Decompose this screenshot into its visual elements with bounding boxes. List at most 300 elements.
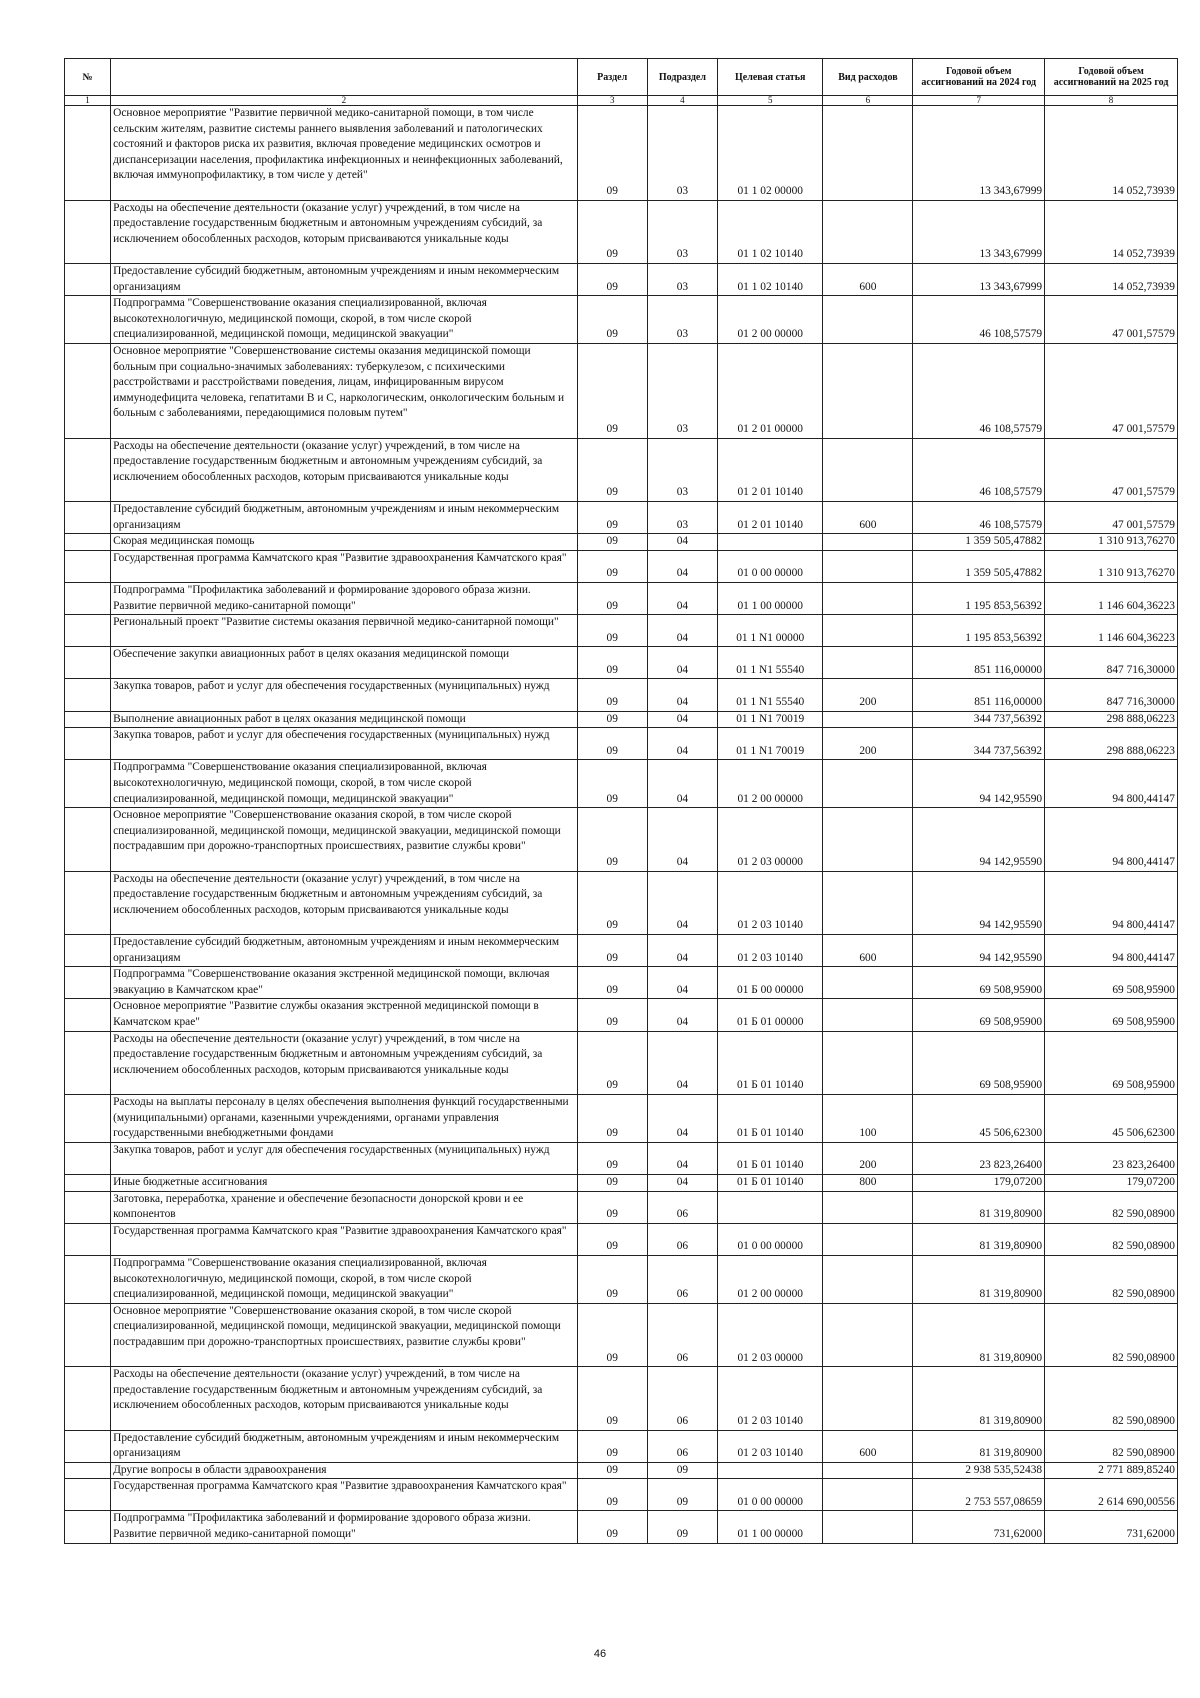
- row-number-cell: [65, 1031, 111, 1094]
- row-razdel: 09: [577, 343, 647, 438]
- row-target-article: 01 1 N1 70019: [718, 728, 823, 760]
- table-row: [65, 647, 1178, 679]
- row-expense-type: [823, 615, 913, 647]
- row-amount-2025: 94 800,44147: [1045, 935, 1178, 967]
- row-number-cell: [65, 582, 111, 614]
- row-razdel: 09: [577, 263, 647, 295]
- row-amount-2025: 45 506,62300: [1045, 1094, 1178, 1142]
- row-name: Закупка товаров, работ и услуг для обеспечения государственных (муниципальных) нужд: [111, 679, 577, 711]
- table-row: [65, 999, 1178, 1031]
- row-name: Обеспечение закупки авиационных работ в целях оказания медицинской помощи: [111, 647, 577, 679]
- row-expense-type: 100: [823, 1094, 913, 1142]
- row-number-cell: [65, 1367, 111, 1430]
- row-amount-2024: 46 108,57579: [913, 343, 1045, 438]
- row-razdel: 09: [577, 582, 647, 614]
- row-razdel: 09: [577, 871, 647, 934]
- row-razdel: 09: [577, 501, 647, 533]
- column-number-row: [65, 96, 1178, 106]
- row-name: Предоставление субсидий бюджетным, автономным учреждениям и иным некоммерческим организациям: [111, 263, 577, 295]
- row-amount-2025: 82 590,08900: [1045, 1255, 1178, 1303]
- row-name: Основное мероприятие "Совершенствование оказания скорой, в том числе скорой специализированной, медицинской помощи, медицинской эвакуации, медицинской помощи пострадавшим при дорожно-транспортных происшествиях, развитие службы крови": [111, 1303, 577, 1366]
- row-target-article: 01 Б 01 10140: [718, 1094, 823, 1142]
- row-number-cell: [65, 967, 111, 999]
- row-expense-type: 600: [823, 263, 913, 295]
- row-target-article: 01 2 03 10140: [718, 1367, 823, 1430]
- row-name: Подпрограмма "Совершенствование оказания экстренной медицинской помощи, включая эвакуацию в Камчатском крае": [111, 967, 577, 999]
- row-razdel: 09: [577, 1367, 647, 1430]
- row-podrazdel: 06: [647, 1303, 717, 1366]
- row-amount-2024: 2 938 535,52438: [913, 1462, 1045, 1479]
- row-number-cell: [65, 935, 111, 967]
- row-target-article: 01 1 02 10140: [718, 263, 823, 295]
- row-amount-2024: 1 359 505,47882: [913, 550, 1045, 582]
- column-number: 7: [913, 96, 1045, 106]
- table-row: [65, 263, 1178, 295]
- row-amount-2024: 13 343,67999: [913, 106, 1045, 201]
- header-row: [65, 59, 1178, 96]
- row-expense-type: [823, 808, 913, 871]
- table-row: [65, 711, 1178, 728]
- row-name: Расходы на обеспечение деятельности (оказание услуг) учреждений, в том числе на предоставление государственным бюджетным и автономным учреждениям субсидий, за исключением обособленных расходов, которым присваиваются уникальные коды: [111, 200, 577, 263]
- row-expense-type: [823, 1462, 913, 1479]
- table-row: [65, 1142, 1178, 1174]
- row-number-cell: [65, 438, 111, 501]
- row-name: Основное мероприятие "Развитие первичной медико-санитарной помощи, в том числе сельским жителям, развитие системы раннего выявления заболеваний и патологических состояний и факторов риска их развития, включая проведение медицинских осмотров и диспансеризации населения, профилактика инфекционных и неинфекционных заболеваний, включая иммунопрофилактику, в том числе у детей": [111, 106, 577, 201]
- row-podrazdel: 04: [647, 1174, 717, 1191]
- table-row: [65, 1479, 1178, 1511]
- row-target-article: 01 2 03 00000: [718, 1303, 823, 1366]
- row-razdel: 09: [577, 200, 647, 263]
- table-row: [65, 679, 1178, 711]
- table-row: [65, 967, 1178, 999]
- row-razdel: 09: [577, 1174, 647, 1191]
- row-name: Иные бюджетные ассигнования: [111, 1174, 577, 1191]
- row-name: Расходы на обеспечение деятельности (оказание услуг) учреждений, в том числе на предоставление государственным бюджетным и автономным учреждениям субсидий, за исключением обособленных расходов, которым присваиваются уникальные коды: [111, 1031, 577, 1094]
- row-amount-2025: 82 590,08900: [1045, 1223, 1178, 1255]
- column-number: 5: [718, 96, 823, 106]
- row-razdel: 09: [577, 1430, 647, 1462]
- row-amount-2025: 1 146 604,36223: [1045, 582, 1178, 614]
- row-target-article: 01 1 N1 70019: [718, 711, 823, 728]
- row-podrazdel: 09: [647, 1462, 717, 1479]
- row-number-cell: [65, 999, 111, 1031]
- row-amount-2024: 731,62000: [913, 1511, 1045, 1543]
- row-name: Предоставление субсидий бюджетным, автономным учреждениям и иным некоммерческим организациям: [111, 1430, 577, 1462]
- row-number-cell: [65, 534, 111, 551]
- row-razdel: 09: [577, 1255, 647, 1303]
- row-amount-2024: 46 108,57579: [913, 438, 1045, 501]
- row-number-cell: [65, 1430, 111, 1462]
- row-number-cell: [65, 1094, 111, 1142]
- row-podrazdel: 03: [647, 343, 717, 438]
- row-razdel: 09: [577, 935, 647, 967]
- row-razdel: 09: [577, 711, 647, 728]
- row-number-cell: [65, 1511, 111, 1543]
- row-podrazdel: 04: [647, 1031, 717, 1094]
- row-amount-2025: 82 590,08900: [1045, 1303, 1178, 1366]
- table-row: [65, 615, 1178, 647]
- row-number-cell: [65, 263, 111, 295]
- row-expense-type: [823, 1479, 913, 1511]
- row-target-article: 01 Б 01 10140: [718, 1142, 823, 1174]
- row-target-article: 01 1 02 00000: [718, 106, 823, 201]
- row-name: Выполнение авиационных работ в целях оказания медицинской помощи: [111, 711, 577, 728]
- row-expense-type: [823, 200, 913, 263]
- row-expense-type: 200: [823, 1142, 913, 1174]
- row-target-article: 01 2 00 00000: [718, 760, 823, 808]
- table-row: [65, 501, 1178, 533]
- row-podrazdel: 06: [647, 1430, 717, 1462]
- row-amount-2025: 14 052,73939: [1045, 106, 1178, 201]
- row-amount-2025: 69 508,95900: [1045, 1031, 1178, 1094]
- row-amount-2024: 69 508,95900: [913, 999, 1045, 1031]
- table-row: [65, 1191, 1178, 1223]
- row-podrazdel: 04: [647, 711, 717, 728]
- row-expense-type: [823, 1223, 913, 1255]
- row-name: Подпрограмма "Совершенствование оказания специализированной, включая высокотехнологичную, медицинской помощи, скорой, в том числе скорой специализированной, медицинской помощи, медицинской эвакуации": [111, 296, 577, 344]
- row-podrazdel: 06: [647, 1191, 717, 1223]
- row-number-cell: [65, 1191, 111, 1223]
- row-number-cell: [65, 679, 111, 711]
- row-name: Государственная программа Камчатского края "Развитие здравоохранения Камчатского края": [111, 1479, 577, 1511]
- row-name: Заготовка, переработка, хранение и обеспечение безопасности донорской крови и ее компонентов: [111, 1191, 577, 1223]
- header-razdel: Раздел: [577, 59, 647, 96]
- row-amount-2025: 82 590,08900: [1045, 1430, 1178, 1462]
- row-podrazdel: 04: [647, 808, 717, 871]
- row-number-cell: [65, 760, 111, 808]
- row-amount-2024: 23 823,26400: [913, 1142, 1045, 1174]
- row-number-cell: [65, 1303, 111, 1366]
- row-amount-2025: 69 508,95900: [1045, 967, 1178, 999]
- row-name: Закупка товаров, работ и услуг для обеспечения государственных (муниципальных) нужд: [111, 1142, 577, 1174]
- row-amount-2025: 47 001,57579: [1045, 438, 1178, 501]
- table-row: [65, 808, 1178, 871]
- row-amount-2024: 13 343,67999: [913, 200, 1045, 263]
- row-podrazdel: 03: [647, 296, 717, 344]
- table-row: [65, 106, 1178, 201]
- column-number: 6: [823, 96, 913, 106]
- row-name: Государственная программа Камчатского края "Развитие здравоохранения Камчатского края": [111, 550, 577, 582]
- row-amount-2024: 344 737,56392: [913, 711, 1045, 728]
- row-podrazdel: 04: [647, 999, 717, 1031]
- column-number: 3: [577, 96, 647, 106]
- row-number-cell: [65, 343, 111, 438]
- row-target-article: 01 1 00 00000: [718, 582, 823, 614]
- row-razdel: 09: [577, 728, 647, 760]
- row-amount-2025: 94 800,44147: [1045, 871, 1178, 934]
- row-podrazdel: 03: [647, 438, 717, 501]
- header-target-article: Целевая статья: [718, 59, 823, 96]
- row-podrazdel: 04: [647, 760, 717, 808]
- row-podrazdel: 04: [647, 679, 717, 711]
- row-expense-type: [823, 582, 913, 614]
- table-row: [65, 343, 1178, 438]
- row-amount-2025: 2 771 889,85240: [1045, 1462, 1178, 1479]
- row-target-article: 01 1 N1 00000: [718, 615, 823, 647]
- row-amount-2024: 851 116,00000: [913, 647, 1045, 679]
- row-expense-type: [823, 1511, 913, 1543]
- row-amount-2025: 82 590,08900: [1045, 1367, 1178, 1430]
- row-expense-type: [823, 1031, 913, 1094]
- row-expense-type: [823, 1255, 913, 1303]
- row-podrazdel: 06: [647, 1367, 717, 1430]
- table-row: [65, 200, 1178, 263]
- row-podrazdel: 04: [647, 647, 717, 679]
- row-expense-type: [823, 999, 913, 1031]
- header-expense-type: Вид расходов: [823, 59, 913, 96]
- row-target-article: 01 1 N1 55540: [718, 647, 823, 679]
- row-expense-type: [823, 1367, 913, 1430]
- table-row: [65, 760, 1178, 808]
- row-razdel: 09: [577, 679, 647, 711]
- row-number-cell: [65, 296, 111, 344]
- row-podrazdel: 04: [647, 534, 717, 551]
- row-amount-2024: 344 737,56392: [913, 728, 1045, 760]
- budget-document: [64, 58, 1178, 1544]
- row-razdel: 09: [577, 647, 647, 679]
- table-body: [65, 106, 1178, 1544]
- row-name: Другие вопросы в области здравоохранения: [111, 1462, 577, 1479]
- row-name: Расходы на выплаты персоналу в целях обеспечения выполнения функций государственными (муниципальными) органами, казенными учреждениями, органами управления государственными внебюджетными фондами: [111, 1094, 577, 1142]
- row-number-cell: [65, 1479, 111, 1511]
- row-expense-type: [823, 647, 913, 679]
- table-row: [65, 935, 1178, 967]
- row-target-article: 01 2 03 10140: [718, 935, 823, 967]
- row-razdel: 09: [577, 438, 647, 501]
- row-expense-type: [823, 967, 913, 999]
- row-razdel: 09: [577, 760, 647, 808]
- row-razdel: 09: [577, 1031, 647, 1094]
- row-amount-2024: 81 319,80900: [913, 1191, 1045, 1223]
- row-podrazdel: 03: [647, 200, 717, 263]
- row-razdel: 09: [577, 1191, 647, 1223]
- row-expense-type: [823, 534, 913, 551]
- row-target-article: 01 1 02 10140: [718, 200, 823, 263]
- column-number: 4: [647, 96, 717, 106]
- row-amount-2024: 1 195 853,56392: [913, 615, 1045, 647]
- header-podrazdel: Подраздел: [647, 59, 717, 96]
- row-expense-type: 600: [823, 1430, 913, 1462]
- row-amount-2025: 1 146 604,36223: [1045, 615, 1178, 647]
- row-amount-2024: 45 506,62300: [913, 1094, 1045, 1142]
- column-number: 2: [111, 96, 577, 106]
- table-row: [65, 534, 1178, 551]
- row-amount-2025: 179,07200: [1045, 1174, 1178, 1191]
- row-target-article: 01 Б 01 10140: [718, 1031, 823, 1094]
- budget-table: [64, 58, 1178, 1544]
- row-amount-2024: 69 508,95900: [913, 967, 1045, 999]
- table-row: [65, 550, 1178, 582]
- row-razdel: 09: [577, 534, 647, 551]
- row-amount-2024: 13 343,67999: [913, 263, 1045, 295]
- row-podrazdel: 03: [647, 501, 717, 533]
- row-expense-type: [823, 550, 913, 582]
- row-name: Предоставление субсидий бюджетным, автономным учреждениям и иным некоммерческим организациям: [111, 935, 577, 967]
- table-row: [65, 728, 1178, 760]
- row-number-cell: [65, 501, 111, 533]
- row-razdel: 09: [577, 1223, 647, 1255]
- row-amount-2024: 69 508,95900: [913, 1031, 1045, 1094]
- row-name: Подпрограмма "Профилактика заболеваний и формирование здорового образа жизни. Развитие первичной медико-санитарной помощи": [111, 1511, 577, 1543]
- column-number: 8: [1045, 96, 1178, 106]
- row-amount-2025: 2 614 690,00556: [1045, 1479, 1178, 1511]
- row-razdel: 09: [577, 615, 647, 647]
- row-target-article: [718, 1462, 823, 1479]
- table-row: [65, 1511, 1178, 1543]
- row-amount-2024: 46 108,57579: [913, 296, 1045, 344]
- row-amount-2024: 1 359 505,47882: [913, 534, 1045, 551]
- row-amount-2025: 47 001,57579: [1045, 501, 1178, 533]
- row-podrazdel: 04: [647, 1142, 717, 1174]
- row-target-article: 01 2 00 00000: [718, 1255, 823, 1303]
- table-row: [65, 1462, 1178, 1479]
- row-razdel: 09: [577, 1142, 647, 1174]
- row-expense-type: 200: [823, 679, 913, 711]
- table-row: [65, 1094, 1178, 1142]
- row-amount-2025: 731,62000: [1045, 1511, 1178, 1543]
- table-row: [65, 871, 1178, 934]
- row-podrazdel: 04: [647, 967, 717, 999]
- row-amount-2025: 298 888,06223: [1045, 728, 1178, 760]
- row-target-article: 01 2 03 10140: [718, 871, 823, 934]
- row-name: Подпрограмма "Совершенствование оказания специализированной, включая высокотехнологичную, медицинской помощи, скорой, в том числе скорой специализированной, медицинской помощи, медицинской эвакуации": [111, 1255, 577, 1303]
- table-row: [65, 1255, 1178, 1303]
- table-row: [65, 1303, 1178, 1366]
- row-amount-2025: 94 800,44147: [1045, 808, 1178, 871]
- row-name: Расходы на обеспечение деятельности (оказание услуг) учреждений, в том числе на предоставление государственным бюджетным и автономным учреждениям субсидий, за исключением обособленных расходов, которым присваиваются уникальные коды: [111, 438, 577, 501]
- row-expense-type: 600: [823, 935, 913, 967]
- row-expense-type: [823, 343, 913, 438]
- row-podrazdel: 06: [647, 1223, 717, 1255]
- row-expense-type: [823, 871, 913, 934]
- row-name: Основное мероприятие "Совершенствование оказания скорой, в том числе скорой специализированной, медицинской помощи, медицинской эвакуации, медицинской помощи пострадавшим при дорожно-транспортных происшествиях, развитие службы крови": [111, 808, 577, 871]
- row-amount-2025: 23 823,26400: [1045, 1142, 1178, 1174]
- row-number-cell: [65, 871, 111, 934]
- row-amount-2024: 81 319,80900: [913, 1430, 1045, 1462]
- row-razdel: 09: [577, 1094, 647, 1142]
- row-target-article: 01 2 01 10140: [718, 438, 823, 501]
- row-target-article: 01 0 00 00000: [718, 550, 823, 582]
- row-razdel: 09: [577, 1303, 647, 1366]
- row-number-cell: [65, 711, 111, 728]
- row-number-cell: [65, 1142, 111, 1174]
- row-razdel: 09: [577, 1511, 647, 1543]
- row-amount-2024: 81 319,80900: [913, 1303, 1045, 1366]
- row-name: Государственная программа Камчатского края "Развитие здравоохранения Камчатского края": [111, 1223, 577, 1255]
- row-number-cell: [65, 200, 111, 263]
- row-podrazdel: 04: [647, 550, 717, 582]
- row-target-article: 01 Б 00 00000: [718, 967, 823, 999]
- row-amount-2025: 1 310 913,76270: [1045, 534, 1178, 551]
- row-number-cell: [65, 808, 111, 871]
- row-expense-type: [823, 438, 913, 501]
- row-razdel: 09: [577, 967, 647, 999]
- row-number-cell: [65, 615, 111, 647]
- row-razdel: 09: [577, 550, 647, 582]
- row-razdel: 09: [577, 808, 647, 871]
- row-podrazdel: 04: [647, 871, 717, 934]
- row-target-article: 01 Б 01 10140: [718, 1174, 823, 1191]
- row-razdel: 09: [577, 106, 647, 201]
- row-amount-2024: 81 319,80900: [913, 1367, 1045, 1430]
- row-target-article: 01 0 00 00000: [718, 1223, 823, 1255]
- row-amount-2024: 851 116,00000: [913, 679, 1045, 711]
- row-podrazdel: 04: [647, 1094, 717, 1142]
- row-podrazdel: 04: [647, 728, 717, 760]
- row-amount-2024: 94 142,95590: [913, 935, 1045, 967]
- row-target-article: [718, 1191, 823, 1223]
- row-razdel: 09: [577, 296, 647, 344]
- row-target-article: 01 1 N1 55540: [718, 679, 823, 711]
- row-target-article: 01 2 01 10140: [718, 501, 823, 533]
- row-target-article: 01 2 01 00000: [718, 343, 823, 438]
- row-name: Основное мероприятие "Совершенствование системы оказания медицинской помощи больным при социально-значимых заболеваниях: туберкулезом, с психическими расстройствами и расстройствами поведения, лицам, инфицированным вирусом иммунодефицита человека, гепатитами В и С, наркологическим, онкологическим больным и больным с заболеваниями, передающимися половым путем": [111, 343, 577, 438]
- row-expense-type: [823, 711, 913, 728]
- table-row: [65, 582, 1178, 614]
- row-razdel: 09: [577, 999, 647, 1031]
- row-amount-2025: 847 716,30000: [1045, 679, 1178, 711]
- row-expense-type: [823, 296, 913, 344]
- row-expense-type: [823, 1303, 913, 1366]
- row-number-cell: [65, 106, 111, 201]
- row-expense-type: [823, 760, 913, 808]
- row-razdel: 09: [577, 1479, 647, 1511]
- row-expense-type: [823, 106, 913, 201]
- header-2025: Годовой объем ассигнований на 2025 год: [1045, 59, 1178, 96]
- row-target-article: [718, 534, 823, 551]
- header-number: №: [65, 59, 111, 96]
- row-target-article: 01 0 00 00000: [718, 1479, 823, 1511]
- row-name: Основное мероприятие "Развитие службы оказания экстренной медицинской помощи в Камчатском крае": [111, 999, 577, 1031]
- table-row: [65, 1174, 1178, 1191]
- row-number-cell: [65, 1255, 111, 1303]
- table-row: [65, 1430, 1178, 1462]
- row-amount-2025: 1 310 913,76270: [1045, 550, 1178, 582]
- row-podrazdel: 04: [647, 582, 717, 614]
- row-name: Предоставление субсидий бюджетным, автономным учреждениям и иным некоммерческим организациям: [111, 501, 577, 533]
- row-target-article: 01 2 03 00000: [718, 808, 823, 871]
- row-podrazdel: 06: [647, 1255, 717, 1303]
- row-amount-2024: 81 319,80900: [913, 1255, 1045, 1303]
- row-razdel: 09: [577, 1462, 647, 1479]
- row-expense-type: [823, 1191, 913, 1223]
- column-number: 1: [65, 96, 111, 106]
- row-name: Скорая медицинская помощь: [111, 534, 577, 551]
- row-podrazdel: 04: [647, 935, 717, 967]
- row-name: Подпрограмма "Совершенствование оказания специализированной, включая высокотехнологичную, медицинской помощи, скорой, в том числе скорой специализированной, медицинской помощи, медицинской эвакуации": [111, 760, 577, 808]
- row-amount-2025: 47 001,57579: [1045, 296, 1178, 344]
- table-row: [65, 1031, 1178, 1094]
- row-amount-2025: 14 052,73939: [1045, 200, 1178, 263]
- row-target-article: 01 2 03 10140: [718, 1430, 823, 1462]
- row-expense-type: 200: [823, 728, 913, 760]
- row-amount-2024: 1 195 853,56392: [913, 582, 1045, 614]
- row-number-cell: [65, 647, 111, 679]
- row-amount-2024: 2 753 557,08659: [913, 1479, 1045, 1511]
- row-number-cell: [65, 1174, 111, 1191]
- row-amount-2025: 82 590,08900: [1045, 1191, 1178, 1223]
- row-amount-2025: 14 052,73939: [1045, 263, 1178, 295]
- row-amount-2024: 81 319,80900: [913, 1223, 1045, 1255]
- row-amount-2024: 94 142,95590: [913, 760, 1045, 808]
- table-row: [65, 296, 1178, 344]
- table-row: [65, 1223, 1178, 1255]
- row-amount-2024: 94 142,95590: [913, 808, 1045, 871]
- row-expense-type: 600: [823, 501, 913, 533]
- row-target-article: 01 Б 01 00000: [718, 999, 823, 1031]
- table-row: [65, 438, 1178, 501]
- row-amount-2024: 94 142,95590: [913, 871, 1045, 934]
